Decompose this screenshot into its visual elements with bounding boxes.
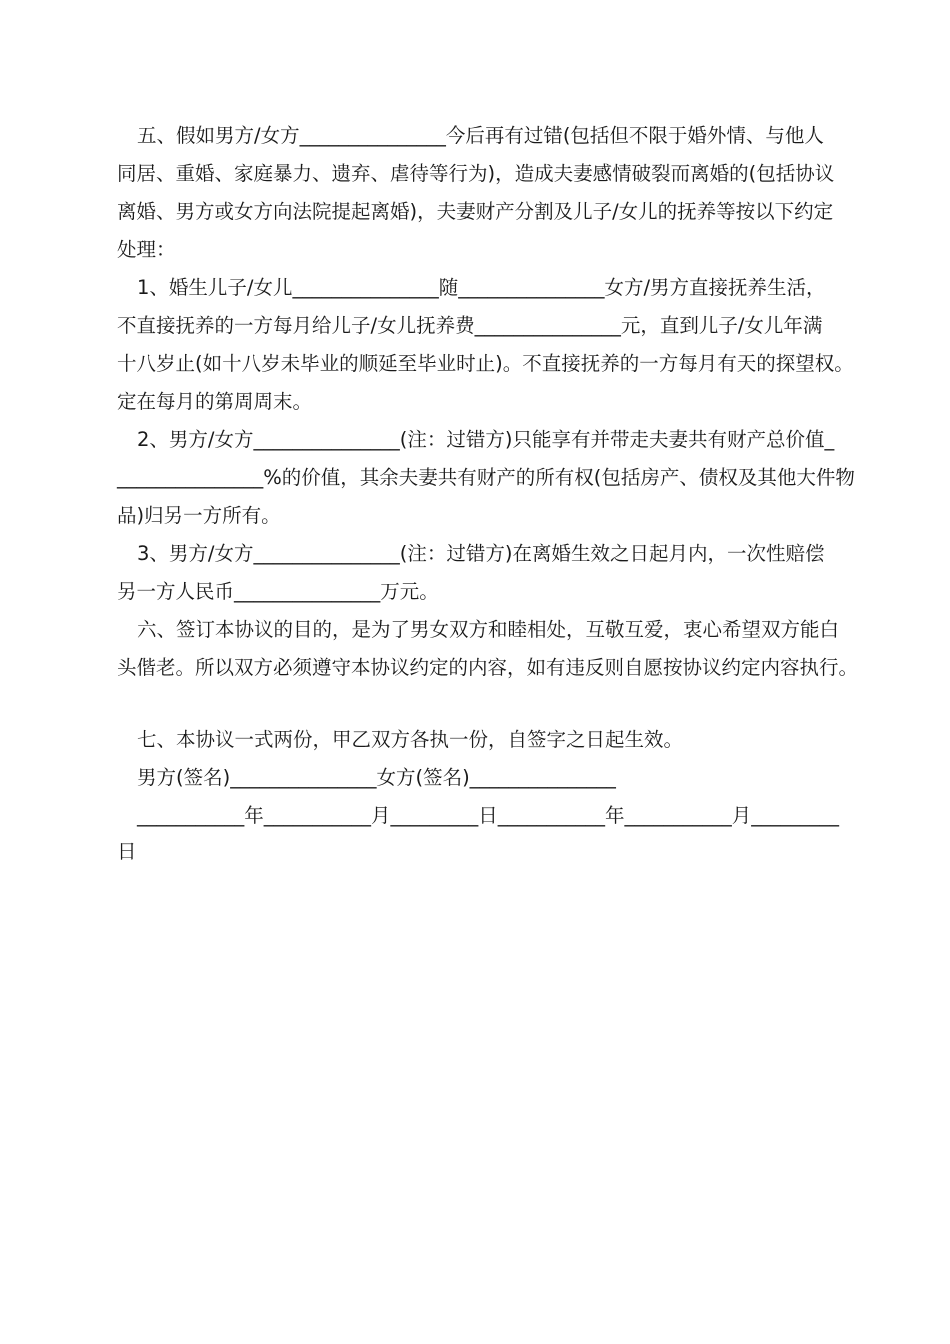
paragraph-7: 七、本协议一式两份，甲乙双方各执一份，自签字之日起生效。 (137, 728, 684, 751)
clause-1-line-2: 不直接抚养的一方每月给儿子/女儿抚养费_______________元，直到儿子/女儿年满 (117, 314, 823, 337)
paragraph-5-line-3: 离婚、男方或女方向法院提起离婚)，夫妻财产分割及儿子/女儿的抚养等按以下约定 (117, 200, 834, 223)
clause-2-line-3: 品)归另一方所有。 (117, 504, 281, 527)
clause-1-line-4: 定在每月的第周周末。 (117, 390, 313, 413)
clause-1-line-3: 十八岁止(如十八岁未毕业的顺延至毕业时止)。不直接抚养的一方每月有天的探望权。 (117, 352, 854, 375)
date-line: ___________年___________月_________日___________年___________月_________ (137, 804, 839, 827)
clause-2-line-1: 2、男方/女方_______________(注：过错方)只能享有并带走夫妻共有财产总价值_ (137, 428, 835, 451)
paragraph-6-line-2: 头偕老。所以双方必须遵守本协议约定的内容，如有违反则自愿按协议约定内容执行。 (117, 656, 859, 679)
clause-3-line-2: 另一方人民币_______________万元。 (117, 580, 439, 603)
paragraph-5-line-2: 同居、重婚、家庭暴力、遗弃、虐待等行为)，造成夫妻感情破裂而离婚的(包括协议 (117, 162, 835, 185)
paragraph-5-line-4: 处理： (117, 238, 176, 261)
clause-2-line-2: _______________%的价值，其余夫妻共有财产的所有权(包括房产、债权及其他大件物 (117, 466, 855, 489)
clause-1-line-1: 1、婚生儿子/女儿_______________随_______________女方/男方直接抚养生活， (137, 276, 826, 299)
signature-line: 男方(签名)_______________女方(签名)_______________ (137, 766, 616, 789)
date-line-end: 日 (117, 840, 137, 863)
clause-3-line-1: 3、男方/女方_______________(注：过错方)在离婚生效之日起月内，一次性赔偿 (137, 542, 825, 565)
paragraph-5-line-1: 五、假如男方/女方_______________今后再有过错(包括但不限于婚外情、与他人 (137, 124, 824, 147)
paragraph-6-line-1: 六、签订本协议的目的，是为了男女双方和睦相处，互敬互爱，衷心希望双方能白 (137, 618, 840, 641)
